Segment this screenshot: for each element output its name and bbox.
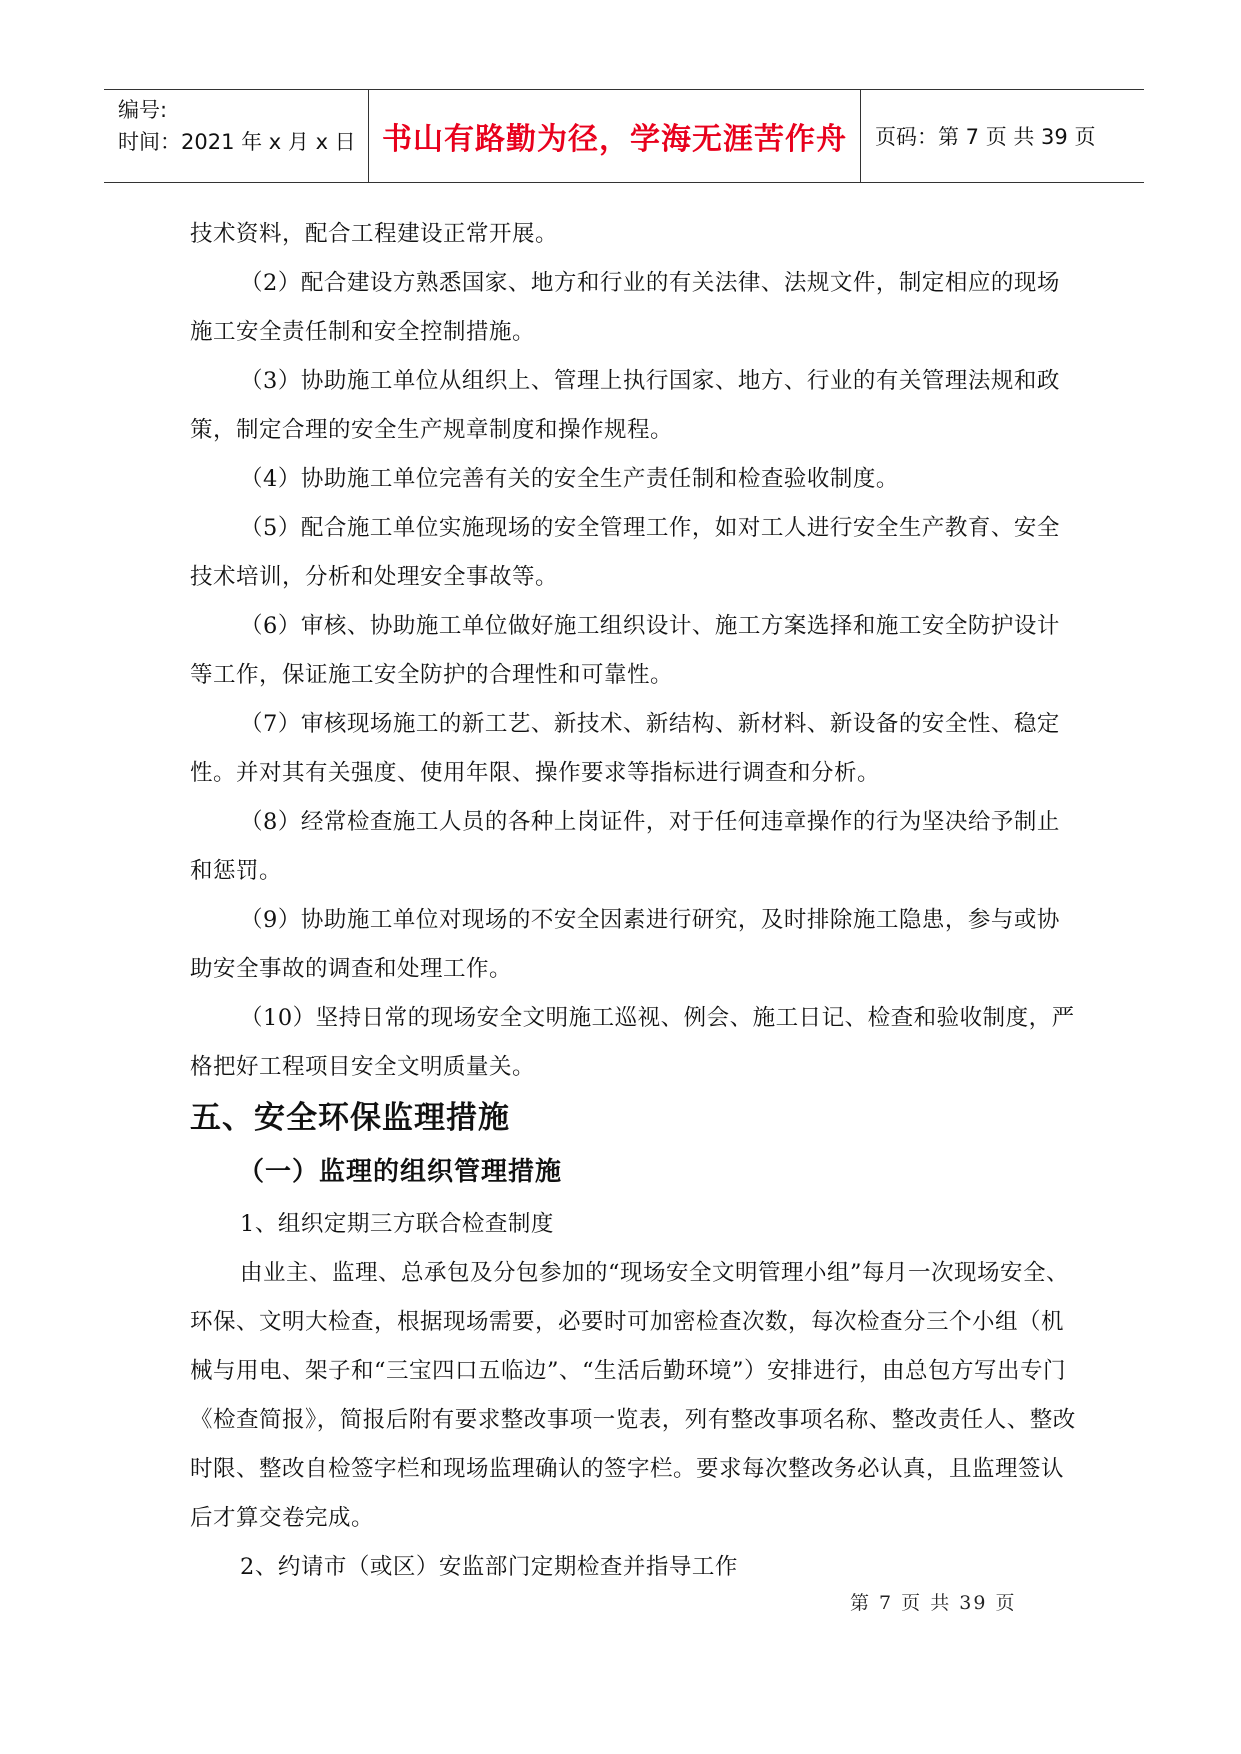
page-header [104, 89, 1144, 183]
document-time-label: 时间：2021 年 x 月 x 日 [118, 130, 356, 154]
paragraph: 技术资料，配合工程建设正常开展。 [190, 221, 559, 247]
paragraph: （2）配合建设方熟悉国家、地方和行业的有关法律、法规文件，制定相应的现场施工安全责任制和安全控制措施。 [190, 270, 1060, 345]
header-middle-cell [369, 90, 861, 182]
page-footer: 第 7 页 共 39 页 [850, 1592, 1017, 1614]
paragraph: （3）协助施工单位从组织上、管理上执行国家、地方、行业的有关管理法规和政策，制定合理的安全生产规章制度和操作规程。 [190, 368, 1060, 443]
subsection-heading: （一）监理的组织管理措施 [238, 1157, 563, 1187]
list-item-heading: 2、约请市（或区）安监部门定期检查并指导工作 [240, 1554, 738, 1580]
paragraph: （6）审核、协助施工单位做好施工组织设计、施工方案选择和施工安全防护设计等工作，保证施工安全防护的合理性和可靠性。 [190, 613, 1060, 688]
document-body [190, 210, 1080, 1592]
header-right-cell [861, 90, 1144, 182]
paragraph: （7）审核现场施工的新工艺、新技术、新结构、新材料、新设备的安全性、稳定性。并对其有关强度、使用年限、操作要求等指标进行调查和分析。 [190, 711, 1060, 786]
list-item-heading: 1、组织定期三方联合检查制度 [240, 1211, 554, 1237]
section-heading: 五、安全环保监理措施 [190, 1100, 510, 1136]
paragraph: （4）协助施工单位完善有关的安全生产责任制和检查验收制度。 [240, 466, 899, 492]
header-left-cell [104, 90, 369, 182]
header-motto: 书山有路勤为径，学海无涯苦作舟 [382, 122, 847, 157]
paragraph: （8）经常检查施工人员的各种上岗证件，对于任何违章操作的行为坚决给予制止和惩罚。 [190, 809, 1060, 884]
document-number-label: 编号: [118, 98, 168, 122]
paragraph: （9）协助施工单位对现场的不安全因素进行研究，及时排除施工隐患，参与或协助安全事故的调查和处理工作。 [190, 907, 1060, 982]
paragraph: 由业主、监理、总承包及分包参加的“现场安全文明管理小组”每月一次现场安全、环保、文明大检查，根据现场需要，必要时可加密检查次数，每次检查分三个小组（机械与用电、架子和“三宝四口五临边”、“生活后勤环境”）安排进行，由总包方写出专门《检查简报》，简报后附有要求整改事项一览表，列有整改事项名称、整改责任人、整改时限、整改自检签字栏和现场监理确认的签字栏。要求每次整改务必认真，且监理签认后才算交卷完成。 [190, 1260, 1076, 1531]
header-page-info: 页码：第 7 页 共 39 页 [875, 125, 1096, 149]
paragraph: （10）坚持日常的现场安全文明施工巡视、例会、施工日记、检查和验收制度，严格把好工程项目安全文明质量关。 [190, 1005, 1075, 1080]
paragraph: （5）配合施工单位实施现场的安全管理工作，如对工人进行安全生产教育、安全技术培训，分析和处理安全事故等。 [190, 515, 1060, 590]
